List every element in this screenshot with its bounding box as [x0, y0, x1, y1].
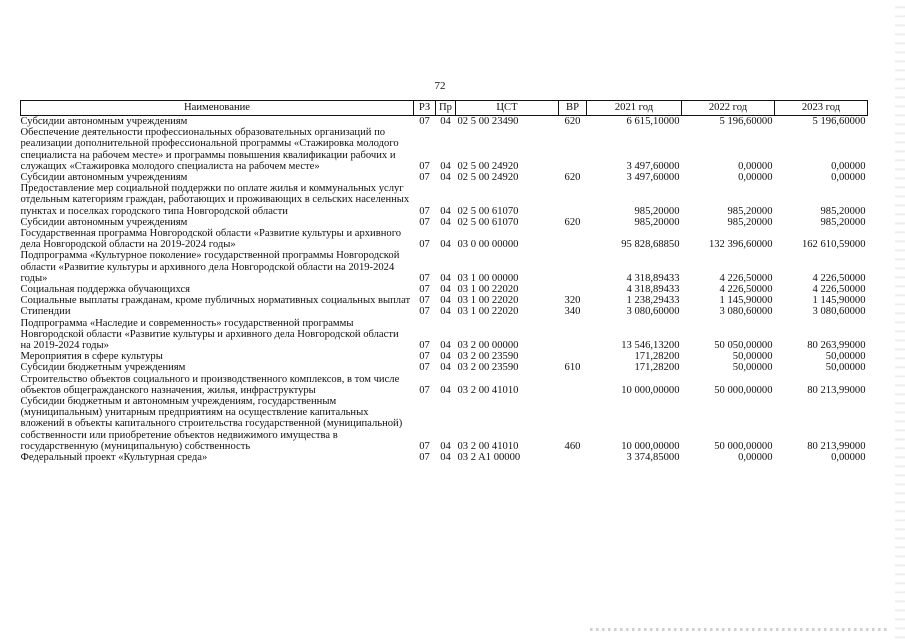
- row-2021: 171,28200: [634, 351, 680, 363]
- row-2021: 4 318,89433: [626, 284, 680, 296]
- row-cst: 02 5 00 24920: [457, 160, 519, 172]
- table-row: [21, 318, 868, 352]
- row-2023: 50,00000: [825, 362, 866, 374]
- row-cst: 03 1 00 22020: [457, 284, 519, 296]
- table-row: [21, 228, 868, 250]
- row-cst: 02 5 00 24920: [457, 172, 519, 184]
- row-rz: 07: [419, 384, 430, 396]
- row-2023: 3 080,60000: [812, 306, 866, 318]
- row-vr: 460: [564, 440, 581, 452]
- row-2023: 162 610,59000: [801, 239, 866, 251]
- row-vr: [559, 183, 587, 217]
- row-2022: 50,00000: [732, 351, 773, 363]
- row-2022: 1 145,90000: [719, 295, 773, 307]
- row-name: Социальные выплаты гражданам, кроме публичных нормативных социальных выплат: [20, 295, 411, 307]
- row-2022: 4 226,50000: [719, 284, 773, 296]
- row-pr: 04: [440, 239, 451, 251]
- row-name: Субсидии бюджетным и автономным учреждениям, государственным (муниципальным) унитарным предприятиям на осуществление капитальных вложений в объекты капитального строительства государственной (муниципальной) собственности или приобретение объектов недвижимого имущества в государственную (муниципальную) собственность: [20, 396, 403, 452]
- row-pr: 04: [440, 306, 451, 318]
- row-name: Федеральный проект «Культурная среда»: [20, 452, 208, 464]
- row-rz: 07: [419, 160, 430, 172]
- row-pr: 04: [440, 284, 451, 296]
- row-vr: 620: [564, 216, 581, 228]
- row-2021: 3 497,60000: [626, 172, 680, 184]
- row-rz: 07: [419, 295, 430, 307]
- row-2021: 171,28200: [634, 362, 680, 374]
- row-2021: 4 318,89433: [626, 272, 680, 284]
- row-2022: 50 000,00000: [714, 384, 773, 396]
- table-row: [21, 351, 868, 362]
- row-vr: 620: [564, 116, 581, 127]
- row-vr: [559, 374, 587, 396]
- row-cst: 03 2 00 23590: [457, 351, 519, 363]
- row-vr: [559, 228, 587, 250]
- row-name: Мероприятия в сфере культуры: [20, 351, 163, 363]
- row-2023: 80 213,99000: [807, 384, 866, 396]
- row-pr: 04: [440, 160, 451, 172]
- table-row: [21, 127, 868, 172]
- table-row: [21, 172, 868, 183]
- row-2022: 132 396,60000: [708, 239, 773, 251]
- row-2022: 50 050,00000: [714, 340, 773, 352]
- row-vr: 340: [564, 306, 581, 318]
- row-2021: 10 000,00000: [621, 384, 680, 396]
- row-rz: 07: [419, 284, 430, 296]
- row-name: Социальная поддержка обучающихся: [20, 284, 191, 296]
- row-cst: 03 2 00 41010: [457, 440, 519, 452]
- scan-bottom-artifact: [590, 628, 890, 631]
- row-rz: 07: [419, 351, 430, 363]
- row-name: Предоставление мер социальной поддержки по оплате жилья и коммунальных услуг отдельным категориям граждан, работающих и проживающих в сельских населенных пунктах и поселках городского типа Новгородской области: [20, 183, 410, 217]
- row-2022: 50,00000: [732, 362, 773, 374]
- row-2021: 6 615,10000: [626, 116, 680, 127]
- page-number: 72: [434, 80, 446, 92]
- table-row: [21, 396, 868, 452]
- row-cst: 03 0 00 00000: [457, 239, 519, 251]
- row-2022: 3 080,60000: [719, 306, 773, 318]
- row-rz: 07: [419, 440, 430, 452]
- row-pr: 04: [440, 440, 451, 452]
- row-2023: 80 213,99000: [807, 440, 866, 452]
- row-rz: 07: [419, 205, 430, 217]
- col-header-cst: ЦСТ: [456, 101, 559, 116]
- row-2021: 985,20000: [634, 205, 680, 217]
- row-cst: 03 2 A1 00000: [457, 452, 521, 464]
- col-header-2021: 2021 год: [587, 101, 682, 116]
- row-cst: 03 2 00 41010: [457, 384, 519, 396]
- row-cst: 03 1 00 22020: [457, 306, 519, 318]
- row-2022: 0,00000: [738, 172, 773, 184]
- row-name: Субсидии автономным учреждениям: [20, 216, 188, 228]
- scan-edge-artifact: [895, 0, 905, 640]
- row-2022: 985,20000: [727, 216, 773, 228]
- row-cst: 02 5 00 61070: [457, 216, 519, 228]
- row-rz: 07: [419, 452, 430, 464]
- row-name: Субсидии бюджетным учреждениям: [20, 362, 186, 374]
- table-row: [21, 217, 868, 228]
- table-row: [21, 295, 868, 306]
- row-name: Субсидии автономным учреждениям: [20, 172, 188, 184]
- row-pr: 04: [440, 172, 451, 184]
- col-header-2022: 2022 год: [682, 101, 775, 116]
- table-row: [21, 116, 868, 128]
- row-2022: 5 196,60000: [719, 116, 773, 127]
- row-pr: 04: [440, 351, 451, 363]
- row-cst: 03 2 00 23590: [457, 362, 519, 374]
- row-2022: 0,00000: [738, 452, 773, 464]
- row-cst: 03 1 00 00000: [457, 272, 519, 284]
- row-pr: 04: [440, 452, 451, 464]
- row-name: Подпрограмма «Культурное поколение» государственной программы Новгородской области «Развитие культуры и архивного дела Новгородской области на 2019-2024 годы»: [20, 250, 400, 284]
- row-pr: 04: [440, 340, 451, 352]
- table-row: [21, 183, 868, 217]
- row-pr: 04: [440, 205, 451, 217]
- table-body: [21, 116, 868, 464]
- row-2023: 50,00000: [825, 351, 866, 363]
- row-cst: 03 2 00 00000: [457, 340, 519, 352]
- row-name: Обеспечение деятельности профессиональных образовательных организаций по реализации дополнительной профессиональной программы «Стажировка молодого специалиста на рабочем месте» и программы повышения квалификации рабочих и служащих «Стажировка молодого специалиста на рабочем месте»: [20, 127, 399, 172]
- row-2023: 985,20000: [820, 205, 866, 217]
- row-2023: 0,00000: [831, 160, 866, 172]
- row-2023: 1 145,90000: [812, 295, 866, 307]
- row-2021: 3 080,60000: [626, 306, 680, 318]
- row-pr: 04: [440, 362, 451, 374]
- table-row: [21, 452, 868, 463]
- row-cst: 02 5 00 61070: [457, 205, 519, 217]
- row-pr: 04: [440, 216, 451, 228]
- row-pr: 04: [440, 384, 451, 396]
- row-2023: 985,20000: [820, 216, 866, 228]
- col-header-2023: 2023 год: [775, 101, 868, 116]
- row-name: Строительство объектов социального и производственного комплексов, в том числе объектов общегражданского назначения, жилья, инфраструктуры: [20, 373, 400, 396]
- table-row: [21, 362, 868, 373]
- row-2021: 3 497,60000: [626, 160, 680, 172]
- row-rz: 07: [419, 216, 430, 228]
- row-vr: [559, 452, 587, 463]
- col-header-vr: ВР: [559, 101, 587, 116]
- row-vr: [559, 284, 587, 295]
- table-row: [21, 306, 868, 317]
- row-name: Подпрограмма «Наследие и современность» государственной программы Новгородской области «Развитие культуры и архивного дела Новгородской области на 2019-2024 годы»: [20, 317, 399, 352]
- row-pr: 04: [440, 295, 451, 307]
- row-vr: 320: [564, 295, 581, 307]
- row-name: Государственная программа Новгородской области «Развитие культуры и архивного дела Новгородской области на 2019-2024 годы»: [20, 228, 402, 251]
- row-2023: 80 263,99000: [807, 340, 866, 352]
- row-rz: 07: [419, 306, 430, 318]
- col-header-pr: Пр: [436, 101, 456, 116]
- row-name: Стипендии: [20, 306, 71, 318]
- row-rz: 07: [419, 272, 430, 284]
- row-rz: 07: [419, 239, 430, 251]
- row-2022: 985,20000: [727, 205, 773, 217]
- row-2021: 3 374,85000: [626, 452, 680, 464]
- row-2022: 50 000,00000: [714, 440, 773, 452]
- row-cst: 02 5 00 23490: [457, 116, 519, 127]
- budget-table: [20, 100, 868, 463]
- row-vr: 610: [564, 362, 581, 374]
- row-2021: 13 546,13200: [621, 340, 680, 352]
- row-vr: [559, 250, 587, 284]
- row-2021: 985,20000: [634, 216, 680, 228]
- table-header-row: [21, 101, 868, 116]
- row-vr: [559, 127, 587, 172]
- row-vr: 620: [564, 172, 581, 184]
- row-2023: 5 196,60000: [812, 116, 866, 127]
- table-row: [21, 284, 868, 295]
- col-header-rz: РЗ: [414, 101, 436, 116]
- row-rz: 07: [419, 116, 430, 127]
- row-2023: 4 226,50000: [812, 284, 866, 296]
- row-rz: 07: [419, 172, 430, 184]
- row-name: Субсидии автономным учреждениям: [20, 116, 188, 127]
- row-pr: 04: [440, 272, 451, 284]
- row-cst: 03 1 00 22020: [457, 295, 519, 307]
- row-2022: 4 226,50000: [719, 272, 773, 284]
- row-pr: 04: [440, 116, 451, 127]
- table-row: [21, 250, 868, 284]
- col-header-name: Наименование: [21, 101, 414, 116]
- row-2021: 10 000,00000: [621, 440, 680, 452]
- row-2021: 95 828,68850: [621, 239, 680, 251]
- row-2023: 4 226,50000: [812, 272, 866, 284]
- row-vr: [559, 318, 587, 352]
- row-rz: 07: [419, 362, 430, 374]
- table-row: [21, 374, 868, 396]
- row-2023: 0,00000: [831, 172, 866, 184]
- row-2021: 1 238,29433: [626, 295, 680, 307]
- row-vr: [559, 351, 587, 362]
- row-rz: 07: [419, 340, 430, 352]
- row-2022: 0,00000: [738, 160, 773, 172]
- row-2023: 0,00000: [831, 452, 866, 464]
